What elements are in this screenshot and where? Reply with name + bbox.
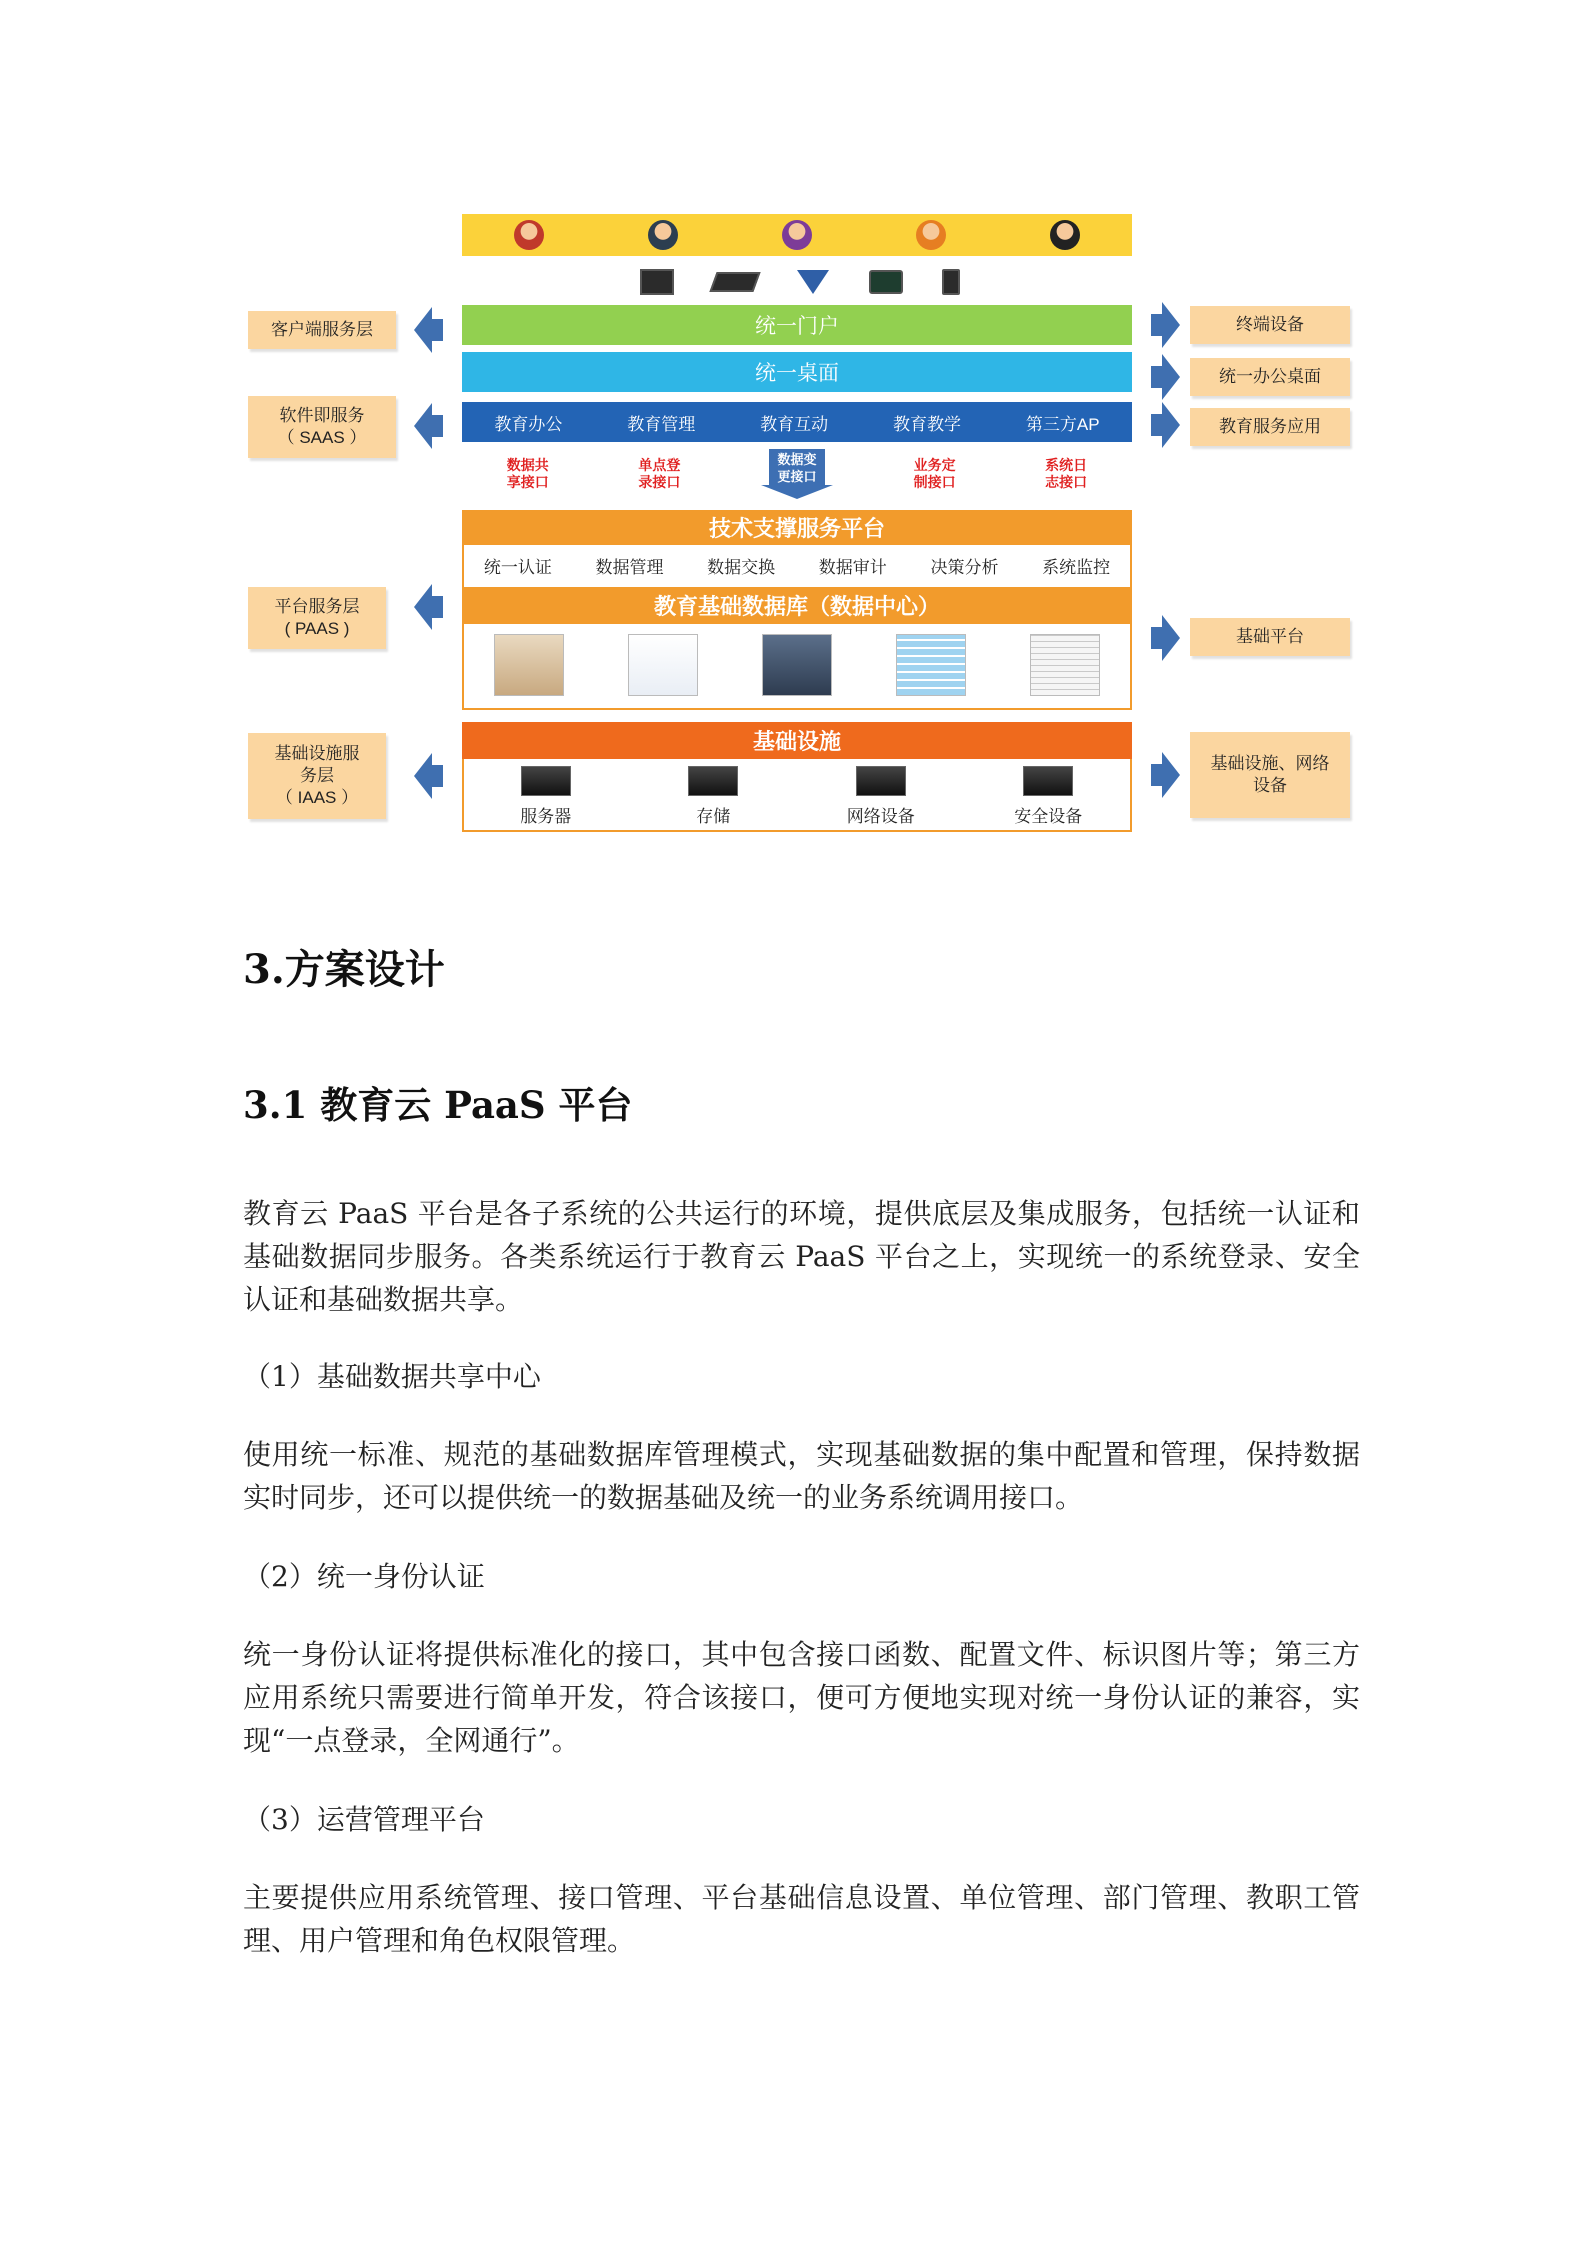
iaas-layer-label [248, 733, 386, 819]
infrastructure-title: 基础设施 [462, 722, 1132, 759]
data-share-interface [498, 457, 558, 491]
document-thumbnail [1030, 634, 1100, 696]
layer-text: 基础平台 [1236, 627, 1304, 646]
layer-text: 客户端服务层 [271, 320, 373, 339]
layer-text: 平台服务层 [274, 597, 360, 616]
hardware-row [462, 762, 1132, 830]
storage-icon [688, 766, 738, 796]
app-label: 第三方AP [1025, 414, 1100, 434]
security-item [988, 766, 1108, 827]
syslog-interface [1036, 457, 1096, 491]
layer-text: 软件即服务 [279, 406, 365, 425]
app-label: 教育办公 [494, 414, 563, 434]
graduate-icon [648, 220, 678, 250]
interface-text: 更接口 [777, 469, 817, 484]
base-platform-label [1190, 618, 1350, 656]
down-arrow-icon [761, 485, 833, 499]
server-item [486, 766, 606, 827]
teacher-icon [514, 220, 544, 250]
data-change-box [769, 449, 825, 485]
interface-text: 单点登 [638, 457, 681, 473]
interface-text: 系统日 [1045, 457, 1088, 473]
tech-item: 数据交换 [707, 557, 776, 577]
parent-icon [916, 220, 946, 250]
layer-text: 统一办公桌面 [1219, 367, 1321, 386]
tech-items-row [462, 548, 1132, 582]
left-arrow-icon [414, 584, 446, 630]
item-title: （1）基础数据共享中心 [243, 1360, 541, 1393]
hardware-label: 安全设备 [1014, 806, 1083, 826]
item-body: 使用统一标准、规范的基础数据库管理模式，实现基础数据的集中配置和管理，保持数据实时同步，还可以提供统一的数据基础及统一的业务系统调用接口。 [243, 1438, 1360, 1514]
interface-text: 享接口 [506, 474, 549, 490]
admin-icon [1050, 220, 1080, 250]
people-photo-thumbnail [494, 634, 564, 696]
layer-text: （ SAAS ） [277, 428, 367, 447]
saas-layer-label [248, 396, 396, 458]
layer-text: 终端设备 [1236, 315, 1304, 334]
database-thumbnails [462, 632, 1132, 698]
interface-text: 业务定 [913, 457, 956, 473]
item-body: 主要提供应用系统管理、接口管理、平台基础信息设置、单位管理、部门管理、教职工管理、用户管理和角色权限管理。 [243, 1881, 1360, 1957]
layer-text: 教育服务应用 [1219, 417, 1321, 436]
item-title: （3）运营管理平台 [243, 1803, 485, 1836]
layer-text: 设备 [1253, 776, 1287, 795]
interface-text: 录接口 [638, 474, 681, 490]
interfaces-row [462, 448, 1132, 500]
sso-interface [629, 457, 689, 491]
terminal-device-label [1190, 306, 1350, 344]
device-row [620, 262, 980, 302]
app-label: 教育教学 [893, 414, 961, 434]
education-apps-band [462, 402, 1132, 442]
security-device-icon [1023, 766, 1073, 796]
interface-text: 志接口 [1045, 474, 1088, 490]
spreadsheet-thumbnail [896, 634, 966, 696]
tech-item: 决策分析 [930, 557, 999, 577]
paas-layer-label [248, 587, 386, 649]
layer-text: （ IAAS ） [275, 788, 359, 807]
hardware-label: 网络设备 [846, 806, 915, 826]
layer-text: 基础设施、网络 [1210, 754, 1330, 773]
right-arrow-icon [1148, 354, 1180, 400]
database-title: 教育基础数据库（数据中心） [462, 587, 1132, 624]
right-arrow-icon [1148, 402, 1180, 448]
layer-text: 务层 [300, 766, 334, 785]
client-layer-label [248, 311, 396, 349]
tablet-icon [869, 270, 903, 294]
doctors-photo-thumbnail [628, 634, 698, 696]
business-interface [905, 457, 965, 491]
app-label: 教育互动 [760, 414, 829, 434]
phone-icon [942, 269, 960, 295]
office-desktop-label [1190, 358, 1350, 396]
classroom-photo-thumbnail [762, 634, 832, 696]
tech-item: 数据管理 [595, 557, 664, 577]
interface-text: 数据变 [777, 452, 817, 467]
subsection-heading: 3.1 教育云 PaaS 平台 [243, 1083, 633, 1127]
layer-text: 基础设施服 [274, 744, 360, 763]
unified-desktop-band: 统一桌面 [462, 352, 1132, 392]
edu-apps-label [1190, 408, 1350, 446]
network-item [821, 766, 941, 827]
desktop-pc-icon [640, 269, 674, 295]
data-change-interface [761, 449, 833, 499]
tech-platform-title: 技术支撑服务平台 [462, 510, 1132, 545]
tech-item: 数据审计 [818, 557, 887, 577]
right-arrow-icon [1148, 302, 1180, 348]
left-arrow-icon [414, 403, 446, 449]
student-icon [782, 220, 812, 250]
intro-paragraph: 教育云 PaaS 平台是各子系统的公共运行的环境，提供底层及集成服务，包括统一认证和基础数据同步服务。各类系统运行于教育云 PaaS 平台之上，实现统一的系统登录、安全认证和基础数据共享。 [243, 1197, 1360, 1316]
interface-text: 制接口 [913, 474, 956, 490]
infra-network-label [1190, 732, 1350, 818]
left-arrow-icon [414, 307, 446, 353]
tech-item: 系统监控 [1042, 557, 1111, 577]
laptop-icon [710, 272, 761, 292]
layer-text: ( PAAS ) [284, 619, 350, 638]
network-device-icon [856, 766, 906, 796]
server-icon [521, 766, 571, 796]
right-arrow-icon [1148, 615, 1180, 661]
hardware-label: 服务器 [520, 806, 572, 826]
item-body: 统一身份认证将提供标准化的接口，其中包含接口函数、配置文件、标识图片等；第三方应用系统只需要进行简单开发，符合该接口，便可方便地实现对统一身份认证的兼容，实现“一点登录，全网通行”。 [243, 1638, 1360, 1757]
tech-item: 统一认证 [483, 557, 552, 577]
user-roles-bar [462, 214, 1132, 256]
right-arrow-icon [1148, 752, 1180, 798]
unified-portal-band: 统一门户 [462, 305, 1132, 345]
section-heading: 3.方案设计 [243, 946, 445, 993]
item-title: （2）统一身份认证 [243, 1560, 485, 1593]
down-arrow-icon [797, 270, 829, 294]
hardware-label: 存储 [696, 806, 731, 826]
storage-item [653, 766, 773, 827]
interface-text: 数据共 [506, 457, 549, 473]
app-label: 教育管理 [627, 414, 696, 434]
left-arrow-icon [414, 753, 446, 799]
